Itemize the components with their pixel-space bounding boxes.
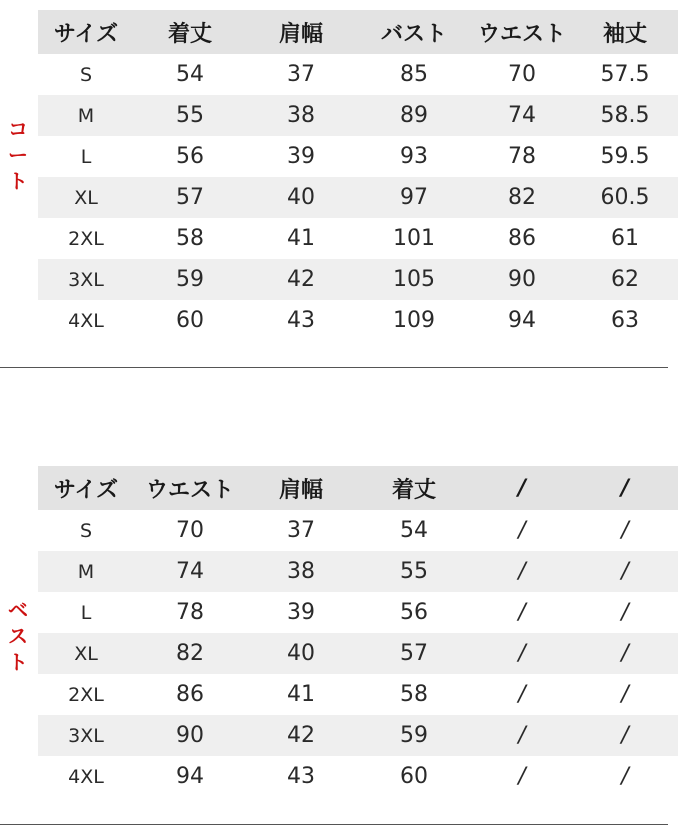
- vest-side-label-char: ス: [8, 624, 28, 648]
- cell-shoulder: 38: [287, 103, 315, 128]
- cell-shoulder: 41: [287, 226, 315, 251]
- table-row: [38, 674, 678, 715]
- cell-sleeve: 57.5: [600, 62, 650, 87]
- cell-empty: /: [518, 641, 526, 666]
- vest-side-label-char: ベ: [8, 598, 28, 622]
- cell-bust: 89: [400, 103, 428, 128]
- cell-waist: 94: [176, 764, 204, 789]
- cell-empty: /: [621, 682, 629, 707]
- cell-empty: /: [621, 764, 629, 789]
- cell-length: 58: [400, 682, 428, 707]
- cell-size: S: [79, 519, 93, 542]
- cell-size: L: [80, 145, 92, 168]
- cell-length: 55: [176, 103, 204, 128]
- cell-waist: 78: [508, 144, 536, 169]
- cell-empty: /: [518, 723, 526, 748]
- cell-length: 57: [400, 641, 428, 666]
- cell-size: 3XL: [68, 268, 104, 291]
- cell-size: XL: [74, 642, 98, 665]
- cell-length: 60: [400, 764, 428, 789]
- table-header-row: [38, 466, 678, 510]
- cell-sleeve: 59.5: [600, 144, 650, 169]
- cell-shoulder: 42: [287, 723, 315, 748]
- cell-waist: 82: [176, 641, 204, 666]
- cell-sleeve: 60.5: [600, 185, 650, 210]
- table-row: [38, 300, 678, 341]
- cell-waist: 86: [508, 226, 536, 251]
- cell-length: 56: [176, 144, 204, 169]
- cell-empty: /: [518, 559, 526, 584]
- header-length: 着丈: [167, 21, 212, 47]
- table-row: [38, 510, 678, 551]
- cell-size: S: [79, 63, 93, 86]
- cell-size: M: [77, 104, 95, 127]
- cell-waist: 78: [176, 600, 204, 625]
- cell-empty: /: [518, 518, 526, 543]
- cell-waist: 94: [508, 308, 536, 333]
- table-row: [38, 95, 678, 136]
- header-size: サイズ: [53, 477, 119, 503]
- cell-sleeve: 63: [611, 308, 639, 333]
- cell-size: 2XL: [68, 683, 104, 706]
- cell-length: 60: [176, 308, 204, 333]
- table-row: [38, 54, 678, 95]
- header-sleeve: 袖丈: [602, 21, 647, 47]
- cell-size: 3XL: [68, 724, 104, 747]
- table-row: [38, 715, 678, 756]
- cell-length: 56: [400, 600, 428, 625]
- cell-waist: 74: [508, 103, 536, 128]
- table-row: [38, 756, 678, 797]
- header-shoulder: 肩幅: [278, 477, 323, 503]
- coat-side-label-char: ー: [8, 143, 28, 167]
- cell-shoulder: 39: [287, 600, 315, 625]
- table-row: [38, 259, 678, 300]
- cell-length: 59: [176, 267, 204, 292]
- header-empty: /: [620, 475, 630, 501]
- cell-waist: 86: [176, 682, 204, 707]
- cell-length: 54: [176, 62, 204, 87]
- cell-shoulder: 43: [287, 308, 315, 333]
- cell-size: 4XL: [68, 765, 104, 788]
- cell-empty: /: [518, 682, 526, 707]
- cell-shoulder: 40: [287, 641, 315, 666]
- cell-sleeve: 62: [611, 267, 639, 292]
- cell-empty: /: [621, 600, 629, 625]
- table-row: [38, 551, 678, 592]
- cell-waist: 74: [176, 559, 204, 584]
- coat-side-label-char: コ: [8, 117, 28, 141]
- cell-shoulder: 40: [287, 185, 315, 210]
- cell-shoulder: 42: [287, 267, 315, 292]
- cell-length: 55: [400, 559, 428, 584]
- cell-bust: 97: [400, 185, 428, 210]
- cell-empty: /: [621, 518, 629, 543]
- cell-waist: 70: [508, 62, 536, 87]
- cell-waist: 70: [176, 518, 204, 543]
- cell-length: 58: [176, 226, 204, 251]
- vest-side-label-char: ト: [8, 650, 28, 674]
- table-row: [38, 177, 678, 218]
- table-row: [38, 592, 678, 633]
- coat-side-label: [6, 116, 30, 194]
- coat-size-table: [38, 10, 678, 341]
- cell-shoulder: 39: [287, 144, 315, 169]
- cell-length: 57: [176, 185, 204, 210]
- header-waist: ウエスト: [477, 21, 566, 47]
- cell-size: 2XL: [68, 227, 104, 250]
- cell-shoulder: 41: [287, 682, 315, 707]
- coat-side-label-char: ト: [8, 169, 28, 193]
- table-header-row: [38, 10, 678, 54]
- header-shoulder: 肩幅: [278, 21, 323, 47]
- cell-empty: /: [518, 600, 526, 625]
- section-divider: [0, 367, 668, 368]
- cell-bust: 105: [393, 267, 435, 292]
- header-waist: ウエスト: [145, 477, 234, 503]
- cell-shoulder: 37: [287, 518, 315, 543]
- cell-shoulder: 38: [287, 559, 315, 584]
- vest-side-label: [6, 597, 30, 675]
- cell-empty: /: [621, 723, 629, 748]
- cell-empty: /: [621, 641, 629, 666]
- cell-size: L: [80, 601, 92, 624]
- header-empty: /: [517, 475, 527, 501]
- cell-sleeve: 58.5: [600, 103, 650, 128]
- table-row: [38, 218, 678, 259]
- cell-bust: 85: [400, 62, 428, 87]
- cell-bust: 93: [400, 144, 428, 169]
- cell-empty: /: [621, 559, 629, 584]
- cell-bust: 101: [393, 226, 435, 251]
- vest-size-table: [38, 466, 678, 797]
- header-bust: バスト: [380, 21, 447, 47]
- header-length: 着丈: [391, 477, 436, 503]
- table-row: [38, 136, 678, 177]
- cell-length: 54: [400, 518, 428, 543]
- cell-shoulder: 43: [287, 764, 315, 789]
- cell-empty: /: [518, 764, 526, 789]
- section-divider: [0, 824, 668, 825]
- cell-waist: 90: [176, 723, 204, 748]
- cell-bust: 109: [393, 308, 435, 333]
- cell-size: M: [77, 560, 95, 583]
- cell-size: 4XL: [68, 309, 104, 332]
- cell-shoulder: 37: [287, 62, 315, 87]
- cell-length: 59: [400, 723, 428, 748]
- cell-waist: 90: [508, 267, 536, 292]
- cell-size: XL: [74, 186, 98, 209]
- header-size: サイズ: [53, 21, 119, 47]
- cell-sleeve: 61: [611, 226, 639, 251]
- cell-waist: 82: [508, 185, 536, 210]
- table-row: [38, 633, 678, 674]
